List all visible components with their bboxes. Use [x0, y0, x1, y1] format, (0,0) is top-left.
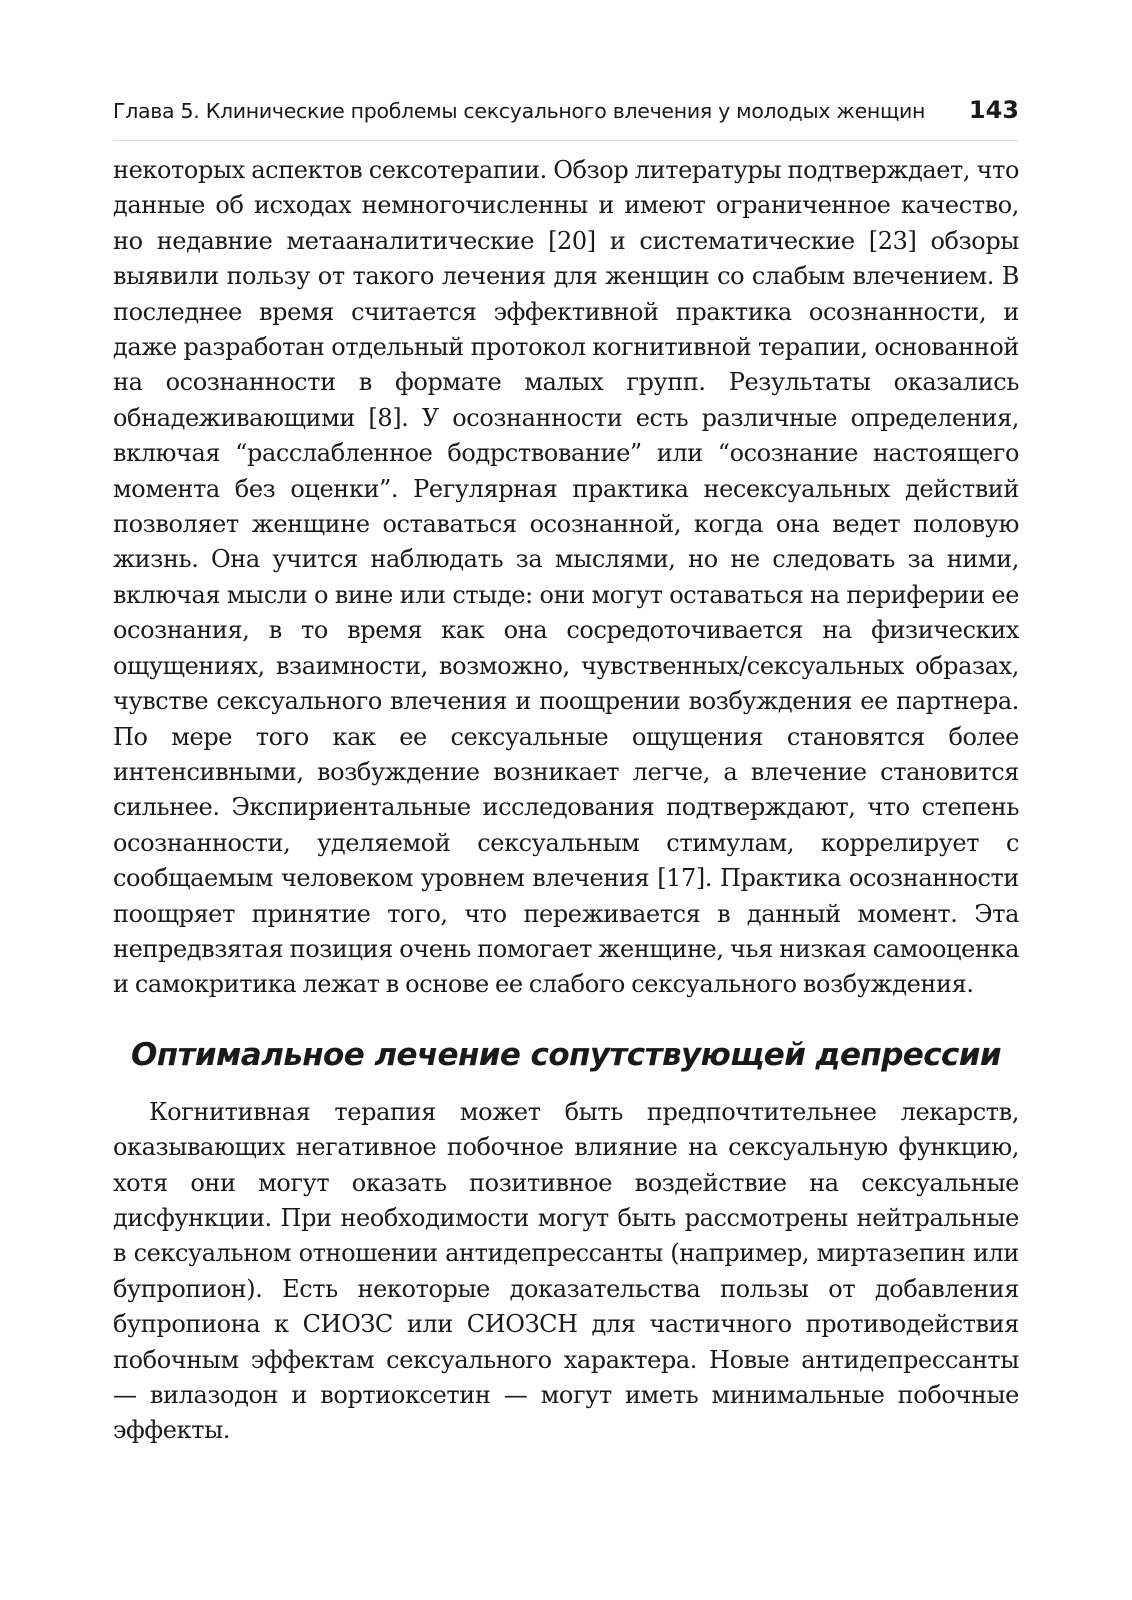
book-page — [113, 96, 1019, 1449]
chapter-title: Глава 5. Клинические проблемы сексуального влечения у молодых женщин — [113, 99, 926, 123]
page-number: 143 — [968, 96, 1019, 124]
section-heading: Оптимальное лечение сопутствующей депрессии — [130, 1036, 1002, 1073]
running-header — [113, 96, 1019, 141]
body-paragraph-1: некоторых аспектов сексотерапии. Обзор литературы подтверждает, что данные об исходах немногочисленны и имеют ограниченное качество, но недавние метааналитические [20] и систематические [23] обзоры выявили пользу от такого лечения для женщин со слабым влечением. В последнее время считается эффективной практика осознанности, и даже разработан отдельный протокол когнитивной терапии, основанной на осознанности в формате малых групп. Результаты оказались обнадеживающими [8]. У осознанности есть различные определения, включая “расслабленное бодрствование” или “осознание настоящего момента без оценки”. Регулярная практика несексуальных действий позволяет женщине оставаться осознанной, когда она ведет половую жизнь. Она учится наблюдать за мыслями, но не следовать за ними, включая мысли о вине или стыде: они могут оставаться на периферии ее осознания, в то время как она сосредоточивается на физических ощущениях, взаимности, возможно, чувственных/сексуальных образах, чувстве сексуального влечения и поощрении возбуждения ее партнера. По мере того как ее сексуальные ощущения становятся более интенсивными, возбуждение возникает легче, а влечение становится сильнее. Экспириентальные исследования подтверждают, что степень осознанности, уделяемой сексуальным стимулам, коррелирует с сообщаемым человеком уровнем влечения [17]. Практика осознанности поощряет принятие того, что переживается в данный момент. Эта непредвзятая позиция очень помогает женщине, чья низкая самооценка и самокритика лежат в основе ее слабого сексуального возбуждения. — [113, 156, 1019, 999]
body-paragraph-2: Когнитивная терапия может быть предпочтительнее лекарств, оказывающих негативное побочное влияние на сексуальную функцию, хотя они могут оказать позитивное воздействие на сексуальные дисфункции. При необходимости могут быть рассмотрены нейтральные в сексуальном отношении антидепрессанты (например, миртазепин или бупропион). Есть некоторые доказательства пользы от добавления бупропиона к СИОЗС или СИОЗСН для частичного противодействия побочным эффектам сексуального характера. Новые антидепрессанты — вилазодон и вортиоксетин — могут иметь минимальные побочные эффекты. — [113, 1097, 1019, 1445]
